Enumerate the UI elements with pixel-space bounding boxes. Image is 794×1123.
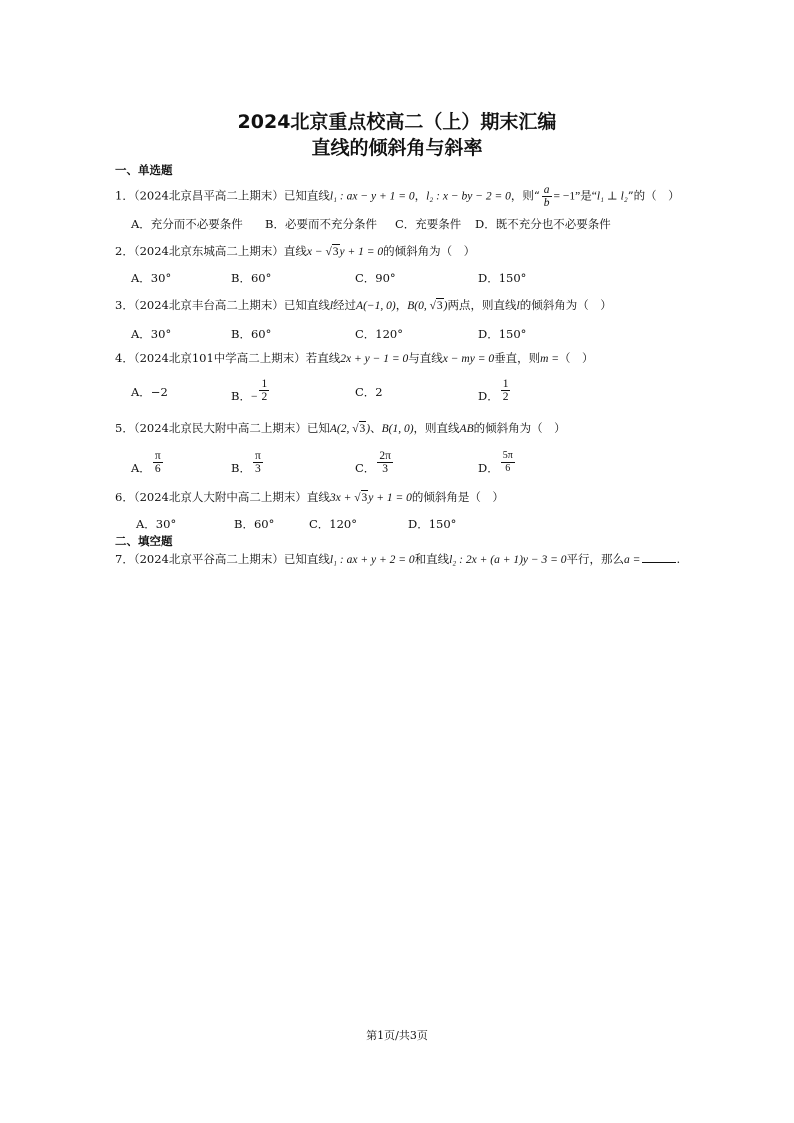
option-c[interactable]: C． $\frac{2\pi}{3}$ xyxy=(355,450,391,475)
option-a[interactable]: A．30° xyxy=(131,327,172,341)
option-a[interactable]: A．−2 xyxy=(131,385,168,399)
fraction: $\frac{1}{2}$ xyxy=(502,378,509,403)
option-a[interactable]: A．充分而不必要条件 xyxy=(131,217,243,231)
fraction: $\frac{1}{2}$ xyxy=(261,378,268,403)
question-1: 1．（2024北京昌平高二上期末）已知直线l₁ : ax − y + 1 = 0，l₂ : x − by − 2 = 0，则“ $\frac{a}{b}$ = −1”是“l₁ ⊥ l₂”的（ ） xyxy=(115,184,680,209)
question-3: 3．（2024北京丰台高二上期末）已知直线l经过A(−1, 0)，B(0, √3)两点，则直线l的倾斜角为（ ） xyxy=(115,298,612,312)
option-a[interactable]: A．30° xyxy=(136,517,177,531)
question-5: 5．（2024北京民大附中高二上期末）已知A(2, √3)、B(1, 0)，则直线AB的倾斜角为（ ） xyxy=(115,421,566,435)
fraction: $\frac{2\pi}{3}$ xyxy=(379,450,391,475)
question-4: 4．（2024北京101中学高二上期末）若直线2x + y − 1 = 0与直线x − my = 0垂直，则m =（ ） xyxy=(115,351,594,365)
question-6: 6．（2024北京人大附中高二上期末）直线3x + √3y + 1 = 0的倾斜角是（ ） xyxy=(115,490,504,504)
answer-blank[interactable] xyxy=(642,552,676,563)
option-c[interactable]: C．120° xyxy=(309,517,357,531)
option-c[interactable]: C．2 xyxy=(355,385,383,399)
fraction: $\frac{a}{b}$ xyxy=(543,184,550,209)
option-d[interactable]: D．150° xyxy=(408,517,457,531)
option-b[interactable]: B．60° xyxy=(234,517,275,531)
option-d[interactable]: D．既不充分也不必要条件 xyxy=(475,217,611,231)
option-b[interactable]: B．60° xyxy=(231,327,272,341)
fraction: $\frac{\pi}{6}$ xyxy=(154,450,161,475)
question-7: 7．（2024北京平谷高二上期末）已知直线l₁ : ax + y + 2 = 0和直线l₂ : 2x + (a + 1)y − 3 = 0平行，那么a = . xyxy=(115,552,681,566)
fraction: $\frac{5\pi}{6}$ xyxy=(502,450,513,474)
option-a[interactable]: A． $\frac{\pi}{6}$ xyxy=(131,450,161,475)
option-d[interactable]: D．150° xyxy=(478,327,527,341)
fraction: $\frac{\pi}{3}$ xyxy=(254,450,261,475)
option-c[interactable]: C．90° xyxy=(355,271,396,285)
option-d[interactable]: D． $\frac{1}{2}$ xyxy=(478,378,509,403)
page-footer: 第1页/共3页 xyxy=(366,1029,428,1042)
option-b[interactable]: B．60° xyxy=(231,271,272,285)
question-2: 2．（2024北京东城高二上期末）直线x − √3y + 1 = 0的倾斜角为（ ） xyxy=(115,244,476,258)
option-d[interactable]: D．150° xyxy=(478,271,527,285)
option-b[interactable]: B． $\frac{\pi}{3}$ xyxy=(231,450,261,475)
option-c[interactable]: C．充要条件 xyxy=(395,217,462,231)
option-a[interactable]: A．30° xyxy=(131,271,172,285)
section-heading-fill-blank: 二、填空题 xyxy=(115,534,173,548)
option-b[interactable]: B．− $\frac{1}{2}$ xyxy=(231,378,268,403)
section-heading-single-choice: 一、单选题 xyxy=(115,163,173,177)
option-d[interactable]: D． $\frac{5\pi}{6}$ xyxy=(478,450,513,475)
document-title: 2024北京重点校高二（上）期末汇编 xyxy=(237,111,557,133)
option-b[interactable]: B．必要而不充分条件 xyxy=(265,217,377,231)
document-subtitle: 直线的倾斜角与斜率 xyxy=(311,137,483,159)
option-c[interactable]: C．120° xyxy=(355,327,403,341)
